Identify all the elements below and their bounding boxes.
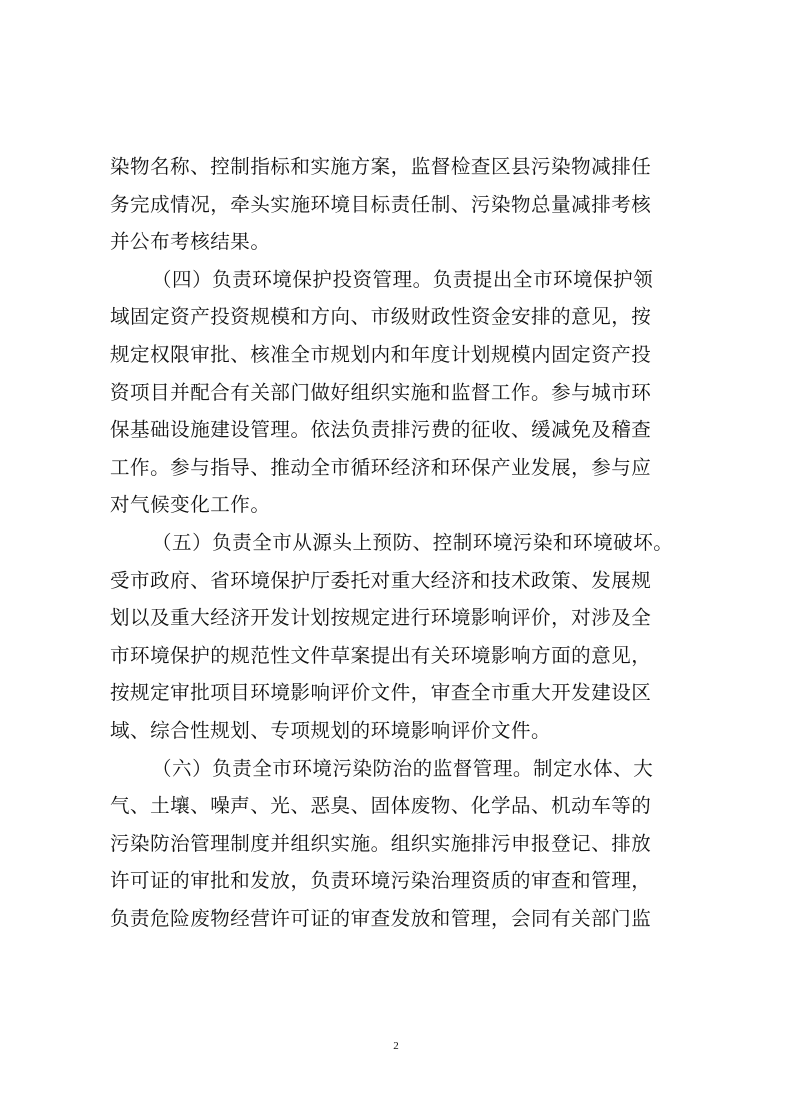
text-line: 务完成情况，牵头实施环境目标责任制、污染物总量减排考核 bbox=[110, 192, 652, 216]
text-line: 污染防治管理制度并组织实施。组织实施排污申报登记、排放 bbox=[110, 831, 652, 855]
text-line: 并公布考核结果。 bbox=[110, 230, 271, 254]
paragraph-four-heading: （四）负责环境保护投资管理。负责提出全市环境保护领 bbox=[152, 267, 654, 291]
text-line: 保基础设施建设管理。依法负责排污费的征收、缓减免及稽查 bbox=[110, 418, 652, 442]
text-line: 工作。参与指导、推动全市循环经济和环保产业发展，参与应 bbox=[110, 455, 652, 479]
paragraph-five-heading: （五）负责全市从源头上预防、控制环境污染和环境破坏。 bbox=[152, 530, 674, 554]
text-line: 对气候变化工作。 bbox=[110, 493, 271, 517]
text-line: 划以及重大经济开发计划按规定进行环境影响评价，对涉及全 bbox=[110, 606, 652, 630]
text-line: 气、土壤、噪声、光、恶臭、固体废物、化学品、机动车等的 bbox=[110, 794, 652, 818]
text-line: 市环境保护的规范性文件草案提出有关环境影响方面的意见， bbox=[110, 643, 652, 667]
text-line: 受市政府、省环境保护厅委托对重大经济和技术政策、发展规 bbox=[110, 568, 652, 592]
text-line: 域固定资产投资规模和方向、市级财政性资金安排的意见，按 bbox=[110, 305, 652, 329]
text-line: 许可证的审批和发放，负责环境污染治理资质的审查和管理， bbox=[110, 869, 652, 893]
text-line: 规定权限审批、核准全市规划内和年度计划规模内固定资产投 bbox=[110, 342, 652, 366]
text-line: 按规定审批项目环境影响评价文件，审查全市重大开发建设区 bbox=[110, 681, 652, 705]
text-line: 域、综合性规划、专项规划的环境影响评价文件。 bbox=[110, 718, 552, 742]
paragraph-six-heading: （六）负责全市环境污染防治的监督管理。制定水体、大 bbox=[152, 756, 654, 780]
text-line: 负责危险废物经营许可证的审查发放和管理，会同有关部门监 bbox=[110, 906, 652, 930]
page-number: 2 bbox=[393, 1040, 399, 1052]
body-text bbox=[110, 148, 692, 937]
text-line: 资项目并配合有关部门做好组织实施和监督工作。参与城市环 bbox=[110, 380, 652, 404]
text-line: 染物名称、控制指标和实施方案，监督检查区县污染物减排任 bbox=[110, 155, 652, 178]
